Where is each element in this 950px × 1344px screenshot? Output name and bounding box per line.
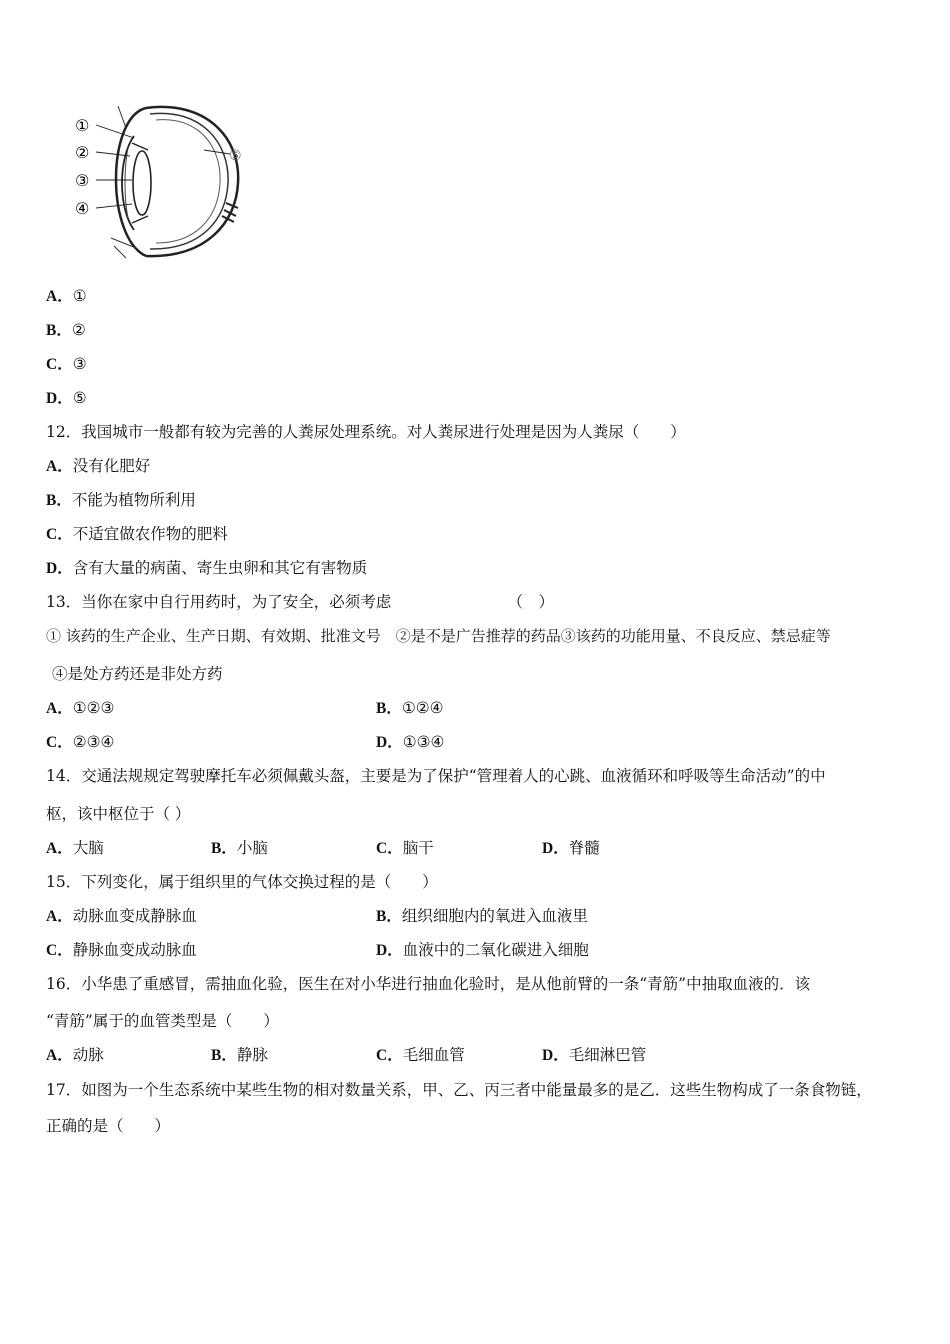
q12-option-a: A．没有化肥好	[46, 457, 151, 475]
q14-option-d: D．脊髓	[542, 839, 600, 857]
q14-stem-line1: 14．交通法规规定驾驶摩托车必须佩戴头盔，主要是为了保护“管理着人的心跳、血液循环和呼吸等生命活动”的中	[46, 767, 826, 785]
q13-items-line1: ① 该药的生产企业、生产日期、有效期、批准文号 ②是不是广告推荐的药品③该药的功能用量、不良反应、禁忌症等	[46, 627, 831, 645]
q14-option-c: C．脑干	[376, 839, 434, 857]
q11-option-a: A．①	[46, 287, 87, 305]
q15-option-b: B．组织细胞内的氧进入血液里	[376, 907, 588, 925]
q17-stem-line1: 17．如图为一个生态系统中某些生物的相对数量关系，甲、乙、丙三者中能量最多的是乙．这些生物构成了一条食物链，	[46, 1081, 872, 1099]
q13-option-a: A．①②③	[46, 699, 115, 717]
q13-stem: 13．当你在家中自行用药时，为了安全，必须考虑 （ ）	[46, 593, 554, 611]
q16-option-b: B．静脉	[211, 1046, 268, 1064]
figure-label-3: ③	[75, 171, 90, 190]
q15-stem: 15．下列变化，属于组织里的气体交换过程的是（ ）	[46, 873, 438, 891]
q16-stem-line2: “青筋”属于的血管类型是（ ）	[46, 1012, 279, 1030]
q11-option-c: C．③	[46, 355, 87, 373]
q12-stem: 12．我国城市一般都有较为完善的人粪尿处理系统。对人粪尿进行处理是因为人粪尿（ ）	[46, 423, 686, 441]
q11-option-b: B．②	[46, 321, 86, 339]
q14-stem-line2: 枢，该中枢位于（ ）	[46, 805, 191, 823]
q16-stem-line1: 16．小华患了重感冒，需抽血化验，医生在对小华进行抽血化验时，是从他前臂的一条“青筋”中抽取血液的．该	[46, 975, 811, 993]
q15-option-a: A．动脉血变成静脉血	[46, 907, 197, 925]
q16-option-a: A．动脉	[46, 1046, 104, 1064]
q12-option-c: C．不适宜做农作物的肥料	[46, 525, 228, 543]
q17-stem-line2: 正确的是（ ）	[46, 1117, 171, 1135]
q15-option-c: C．静脉血变成动脉血	[46, 941, 197, 959]
q15-option-d: D．血液中的二氧化碳进入细胞	[376, 941, 589, 959]
figure-label-1: ①	[75, 116, 90, 135]
q16-option-c: C．毛细血管	[376, 1046, 465, 1064]
figure-label-2: ②	[75, 143, 90, 162]
q13-items-line2: ④是处方药还是非处方药	[52, 665, 223, 683]
figure-label-4: ④	[75, 199, 90, 218]
q12-option-b: B．不能为植物所利用	[46, 491, 196, 509]
figure-label-5: ⑤	[229, 148, 242, 164]
q14-option-b: B．小脑	[211, 839, 268, 857]
q16-option-d: D．毛细淋巴管	[542, 1046, 647, 1064]
q13-option-c: C．②③④	[46, 733, 115, 751]
q13-option-b: B．①②④	[376, 699, 444, 717]
q12-option-d: D．含有大量的病菌、寄生虫卵和其它有害物质	[46, 559, 368, 577]
eye-diagram	[66, 98, 256, 263]
q13-option-d: D．①③④	[376, 733, 445, 751]
q14-option-a: A．大脑	[46, 839, 104, 857]
q11-option-d: D．⑤	[46, 389, 87, 407]
